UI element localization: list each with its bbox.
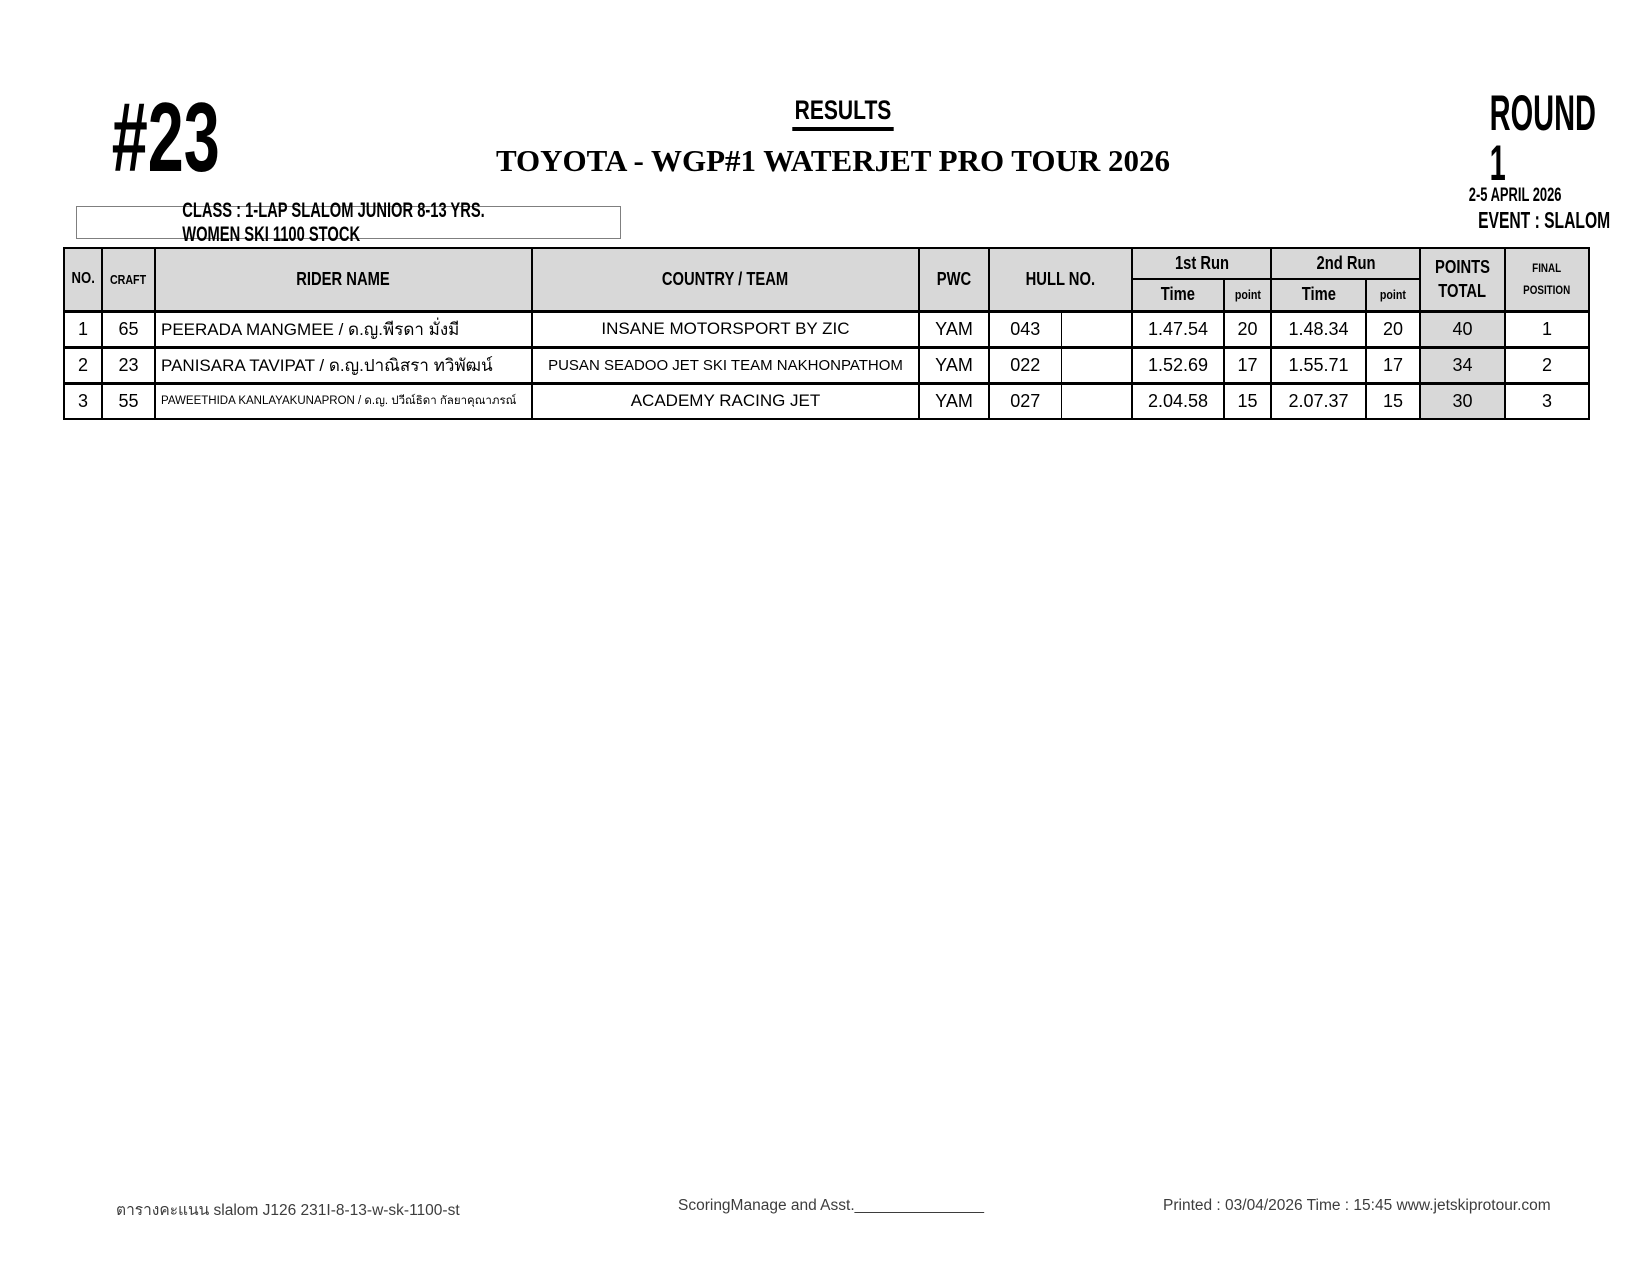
run2-time-cell: 1.48.34 (1271, 311, 1366, 347)
run2-time-cell: 2.07.37 (1271, 383, 1366, 419)
craft-cell: 65 (102, 311, 155, 347)
no-cell: 1 (64, 311, 102, 347)
final-position-cell: 1 (1505, 311, 1589, 347)
run1-point-cell: 15 (1224, 383, 1271, 419)
results-heading: RESULTS (792, 96, 893, 131)
run2-point-cell: 17 (1366, 347, 1420, 383)
footer-signature-line: ScoringManage and Asst._______________ (678, 1197, 984, 1214)
run1-time-cell: 2.04.58 (1132, 383, 1224, 419)
no-cell: 2 (64, 347, 102, 383)
col-header-run1-time: Time (1132, 279, 1224, 311)
round-label: ROUND 1 (1489, 85, 1596, 191)
col-header-1st-run: 1st Run (1132, 248, 1271, 279)
event-name: EVENT : SLALOM (1478, 207, 1611, 233)
craft-cell: 23 (102, 347, 155, 383)
country-team-cell: INSANE MOTORSPORT BY ZIC (532, 311, 919, 347)
col-header-pwc: PWC (919, 248, 989, 311)
col-header-hull-no: HULL NO. (989, 248, 1132, 311)
results-table (63, 247, 1590, 420)
pwc-cell: YAM (919, 311, 989, 347)
hull-sub-cell (1061, 347, 1132, 383)
run1-point-cell: 20 (1224, 311, 1271, 347)
rider-name-cell: PAWEETHIDA KANLAYAKUNAPRON / ด.ญ. ปวีณ์ธิดา กัลยาคุณาภรณ์ (155, 383, 532, 419)
pwc-cell: YAM (919, 347, 989, 383)
rider-name-cell: PANISARA TAVIPAT / ด.ญ.ปาณิสรา ทวิพัฒน์ (155, 347, 532, 383)
run1-time-cell: 1.52.69 (1132, 347, 1224, 383)
results-table-wrap (63, 247, 1590, 420)
run2-point-cell: 20 (1366, 311, 1420, 347)
table-row (64, 383, 1589, 419)
hull-sub-cell (1061, 311, 1132, 347)
event-date: 2-5 APRIL 2026 (1468, 185, 1562, 206)
event-title: TOYOTA - WGP#1 WATERJET PRO TOUR 2026 (495, 143, 1171, 178)
country-team-cell: PUSAN SEADOO JET SKI TEAM NAKHONPATHOM (532, 347, 919, 383)
col-header-run2-time: Time (1271, 279, 1366, 311)
points-total-cell: 30 (1420, 383, 1505, 419)
hull-no-cell: 027 (989, 383, 1061, 419)
hull-no-cell: 043 (989, 311, 1061, 347)
class-banner-label: CLASS : 1-LAP SLALOM JUNIOR 8-13 YRS. WOMEN SKI 1100 STOCK (182, 198, 485, 246)
run2-point-cell: 15 (1366, 383, 1420, 419)
table-row (64, 311, 1589, 347)
footer-printed-info: Printed : 03/04/2026 Time : 15:45 www.jetskiprotour.com (1163, 1197, 1551, 1214)
final-position-cell: 2 (1505, 347, 1589, 383)
col-header-rider-name: RIDER NAME (155, 248, 532, 311)
hull-no-cell: 022 (989, 347, 1061, 383)
rider-name-cell: PEERADA MANGMEE / ด.ญ.พีรดา มั่งมี (155, 311, 532, 347)
points-total-cell: 40 (1420, 311, 1505, 347)
run1-point-cell: 17 (1224, 347, 1271, 383)
run2-time-cell: 1.55.71 (1271, 347, 1366, 383)
class-banner (76, 198, 621, 246)
col-header-no: NO. (64, 248, 102, 311)
col-header-2nd-run: 2nd Run (1271, 248, 1420, 279)
bib-number: #23 (111, 82, 220, 192)
pwc-cell: YAM (919, 383, 989, 419)
points-total-cell: 34 (1420, 347, 1505, 383)
craft-cell: 55 (102, 383, 155, 419)
col-header-run2-point: point (1366, 279, 1420, 311)
col-header-craft: CRAFT (102, 248, 155, 311)
col-header-country-team: COUNTRY / TEAM (532, 248, 919, 311)
col-header-run1-point: point (1224, 279, 1271, 311)
country-team-cell: ACADEMY RACING JET (532, 383, 919, 419)
table-row (64, 347, 1589, 383)
col-header-final-position: FINAL POSITION (1505, 248, 1589, 311)
final-position-cell: 3 (1505, 383, 1589, 419)
footer-scoring-code: ตารางคะแนน slalom J126 231I-8-13-w-sk-1100-st (116, 1202, 460, 1219)
hull-sub-cell (1061, 383, 1132, 419)
run1-time-cell: 1.47.54 (1132, 311, 1224, 347)
col-header-points-total: POINTS TOTAL (1420, 248, 1505, 311)
no-cell: 3 (64, 383, 102, 419)
